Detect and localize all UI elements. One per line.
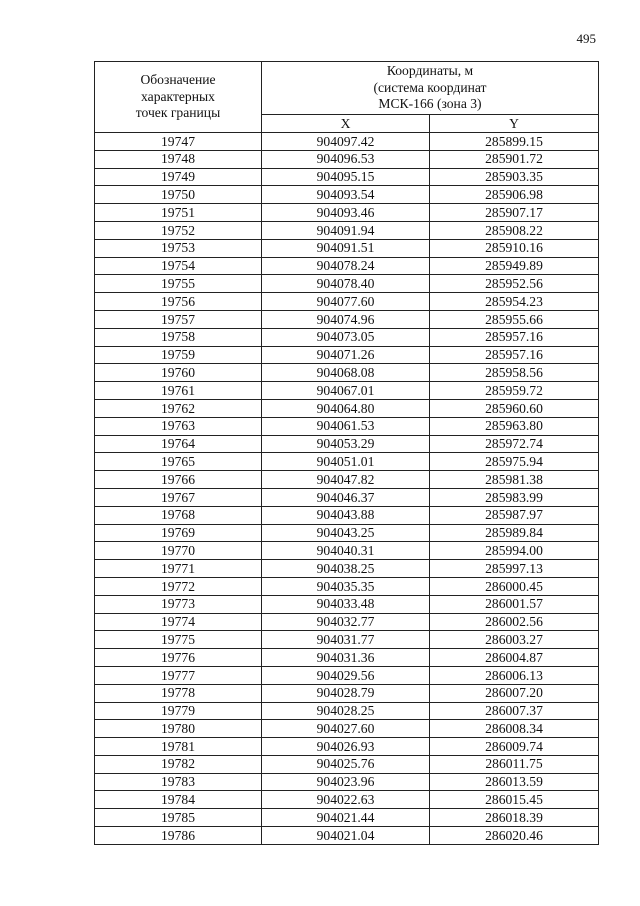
x-coordinate-cell: 904027.60 [262, 720, 430, 738]
point-id-cell: 19781 [95, 738, 262, 756]
point-id-cell: 19772 [95, 577, 262, 595]
x-coordinate-cell: 904071.26 [262, 346, 430, 364]
y-coordinate-cell: 286002.56 [430, 613, 599, 631]
point-id-cell: 19751 [95, 204, 262, 222]
table-row [95, 809, 599, 827]
table-row [95, 204, 599, 222]
y-coordinate-cell: 285960.60 [430, 399, 599, 417]
x-coordinate-cell: 904038.25 [262, 560, 430, 578]
point-id-cell: 19754 [95, 257, 262, 275]
point-id-cell: 19777 [95, 666, 262, 684]
table-row [95, 684, 599, 702]
y-coordinate-cell: 285975.94 [430, 453, 599, 471]
point-id-cell: 19763 [95, 417, 262, 435]
y-coordinate-cell: 285963.80 [430, 417, 599, 435]
x-coordinate-cell: 904093.54 [262, 186, 430, 204]
table-row [95, 524, 599, 542]
table-row [95, 631, 599, 649]
table-row [95, 506, 599, 524]
table-row [95, 453, 599, 471]
point-id-cell: 19759 [95, 346, 262, 364]
y-coordinate-cell: 286000.45 [430, 577, 599, 595]
y-coordinate-cell: 285957.16 [430, 328, 599, 346]
y-coordinate-cell: 285908.22 [430, 221, 599, 239]
table-body [95, 133, 599, 845]
point-id-cell: 19756 [95, 293, 262, 311]
x-coordinate-cell: 904064.80 [262, 399, 430, 417]
y-coordinate-cell: 285901.72 [430, 150, 599, 168]
table-row [95, 186, 599, 204]
point-id-cell: 19784 [95, 791, 262, 809]
point-id-cell: 19757 [95, 310, 262, 328]
x-coordinate-cell: 904031.77 [262, 631, 430, 649]
y-coordinate-cell: 285959.72 [430, 382, 599, 400]
table-header [95, 62, 599, 133]
table-row [95, 595, 599, 613]
x-coordinate-cell: 904035.35 [262, 577, 430, 595]
table-row [95, 755, 599, 773]
table-row [95, 666, 599, 684]
y-column-header: Y [430, 115, 599, 133]
table-row [95, 221, 599, 239]
y-coordinate-cell: 285910.16 [430, 239, 599, 257]
x-coordinate-cell: 904043.88 [262, 506, 430, 524]
y-coordinate-cell: 285899.15 [430, 133, 599, 151]
table-row [95, 435, 599, 453]
point-id-cell: 19753 [95, 239, 262, 257]
y-coordinate-cell: 286018.39 [430, 809, 599, 827]
x-column-header: X [262, 115, 430, 133]
x-coordinate-cell: 904096.53 [262, 150, 430, 168]
x-coordinate-cell: 904022.63 [262, 791, 430, 809]
table-row [95, 417, 599, 435]
point-id-cell: 19775 [95, 631, 262, 649]
x-coordinate-cell: 904074.96 [262, 310, 430, 328]
header-coords-line-2: (система координат [373, 79, 487, 95]
y-coordinate-cell: 285997.13 [430, 560, 599, 578]
point-id-cell: 19760 [95, 364, 262, 382]
table-row [95, 791, 599, 809]
y-coordinate-cell: 286020.46 [430, 827, 599, 845]
y-coordinate-cell: 286001.57 [430, 595, 599, 613]
point-id-cell: 19766 [95, 471, 262, 489]
header-coords-line-3: МСК-166 (зона 3) [378, 96, 482, 112]
x-coordinate-cell: 904078.40 [262, 275, 430, 293]
point-id-cell: 19769 [95, 524, 262, 542]
x-coordinate-cell: 904078.24 [262, 257, 430, 275]
x-coordinate-cell: 904097.42 [262, 133, 430, 151]
header-name-line-1: Обозначение [140, 71, 216, 87]
x-coordinate-cell: 904033.48 [262, 595, 430, 613]
y-coordinate-cell: 285957.16 [430, 346, 599, 364]
point-id-cell: 19762 [95, 399, 262, 417]
x-coordinate-cell: 904047.82 [262, 471, 430, 489]
table-row [95, 773, 599, 791]
x-coordinate-cell: 904032.77 [262, 613, 430, 631]
y-coordinate-cell: 286008.34 [430, 720, 599, 738]
x-coordinate-cell: 904028.25 [262, 702, 430, 720]
x-coordinate-cell: 904067.01 [262, 382, 430, 400]
y-coordinate-cell: 285983.99 [430, 488, 599, 506]
header-name-line-3: точек границы [135, 105, 221, 121]
table-row [95, 257, 599, 275]
table-row [95, 720, 599, 738]
table-row [95, 613, 599, 631]
point-id-cell: 19771 [95, 560, 262, 578]
table-row [95, 310, 599, 328]
table-row [95, 738, 599, 756]
point-id-cell: 19780 [95, 720, 262, 738]
y-coordinate-cell: 285952.56 [430, 275, 599, 293]
x-coordinate-cell: 904068.08 [262, 364, 430, 382]
table-row [95, 239, 599, 257]
table-row [95, 577, 599, 595]
point-id-cell: 19748 [95, 150, 262, 168]
y-coordinate-cell: 286006.13 [430, 666, 599, 684]
point-id-cell: 19761 [95, 382, 262, 400]
y-coordinate-cell: 286009.74 [430, 738, 599, 756]
x-coordinate-cell: 904043.25 [262, 524, 430, 542]
point-id-cell: 19752 [95, 221, 262, 239]
table-row [95, 399, 599, 417]
table-row [95, 488, 599, 506]
point-id-cell: 19764 [95, 435, 262, 453]
point-id-cell: 19765 [95, 453, 262, 471]
point-id-cell: 19783 [95, 773, 262, 791]
x-coordinate-cell: 904029.56 [262, 666, 430, 684]
table-row [95, 293, 599, 311]
x-coordinate-cell: 904095.15 [262, 168, 430, 186]
y-coordinate-cell: 285989.84 [430, 524, 599, 542]
point-id-cell: 19776 [95, 649, 262, 667]
x-coordinate-cell: 904053.29 [262, 435, 430, 453]
x-coordinate-cell: 904028.79 [262, 684, 430, 702]
table-row [95, 275, 599, 293]
point-id-cell: 19774 [95, 613, 262, 631]
point-id-cell: 19749 [95, 168, 262, 186]
point-id-cell: 19778 [95, 684, 262, 702]
y-coordinate-cell: 285907.17 [430, 204, 599, 222]
y-coordinate-cell: 285955.66 [430, 310, 599, 328]
header-name-line-2: характерных [141, 88, 215, 104]
y-coordinate-cell: 285906.98 [430, 186, 599, 204]
y-coordinate-cell: 286007.37 [430, 702, 599, 720]
y-coordinate-cell: 285958.56 [430, 364, 599, 382]
header-coords-line-1: Координаты, м [386, 62, 474, 78]
y-coordinate-cell: 286003.27 [430, 631, 599, 649]
x-coordinate-cell: 904077.60 [262, 293, 430, 311]
x-coordinate-cell: 904040.31 [262, 542, 430, 560]
x-coordinate-cell: 904046.37 [262, 488, 430, 506]
point-id-cell: 19758 [95, 328, 262, 346]
x-coordinate-cell: 904023.96 [262, 773, 430, 791]
x-coordinate-cell: 904061.53 [262, 417, 430, 435]
y-coordinate-cell: 286004.87 [430, 649, 599, 667]
point-id-cell: 19755 [95, 275, 262, 293]
table-row [95, 346, 599, 364]
point-id-cell: 19768 [95, 506, 262, 524]
y-coordinate-cell: 285954.23 [430, 293, 599, 311]
x-coordinate-cell: 904021.44 [262, 809, 430, 827]
y-coordinate-cell: 285972.74 [430, 435, 599, 453]
table-row [95, 150, 599, 168]
x-coordinate-cell: 904025.76 [262, 755, 430, 773]
y-coordinate-cell: 286011.75 [430, 755, 599, 773]
x-coordinate-cell: 904021.04 [262, 827, 430, 845]
x-coordinate-cell: 904091.94 [262, 221, 430, 239]
point-id-cell: 19785 [95, 809, 262, 827]
table-row [95, 560, 599, 578]
point-id-cell: 19786 [95, 827, 262, 845]
table-row [95, 649, 599, 667]
table-row [95, 542, 599, 560]
table-row [95, 702, 599, 720]
page-number: 495 [576, 31, 596, 46]
table-row [95, 133, 599, 151]
point-id-cell: 19779 [95, 702, 262, 720]
y-coordinate-cell: 285949.89 [430, 257, 599, 275]
point-id-cell: 19747 [95, 133, 262, 151]
point-designation-header [95, 62, 262, 133]
table-row [95, 471, 599, 489]
table-row [95, 827, 599, 845]
coordinates-table [94, 61, 599, 845]
table-row [95, 382, 599, 400]
x-coordinate-cell: 904051.01 [262, 453, 430, 471]
point-id-cell: 19767 [95, 488, 262, 506]
table-row [95, 168, 599, 186]
point-id-cell: 19773 [95, 595, 262, 613]
table-row [95, 364, 599, 382]
y-coordinate-cell: 286015.45 [430, 791, 599, 809]
point-id-cell: 19750 [95, 186, 262, 204]
x-coordinate-cell: 904031.36 [262, 649, 430, 667]
point-id-cell: 19770 [95, 542, 262, 560]
y-coordinate-cell: 286007.20 [430, 684, 599, 702]
table-row [95, 328, 599, 346]
y-coordinate-cell: 285994.00 [430, 542, 599, 560]
y-coordinate-cell: 285981.38 [430, 471, 599, 489]
coordinates-header [262, 62, 599, 115]
x-coordinate-cell: 904026.93 [262, 738, 430, 756]
x-coordinate-cell: 904073.05 [262, 328, 430, 346]
y-coordinate-cell: 285987.97 [430, 506, 599, 524]
y-coordinate-cell: 286013.59 [430, 773, 599, 791]
x-coordinate-cell: 904091.51 [262, 239, 430, 257]
y-coordinate-cell: 285903.35 [430, 168, 599, 186]
x-coordinate-cell: 904093.46 [262, 204, 430, 222]
point-id-cell: 19782 [95, 755, 262, 773]
